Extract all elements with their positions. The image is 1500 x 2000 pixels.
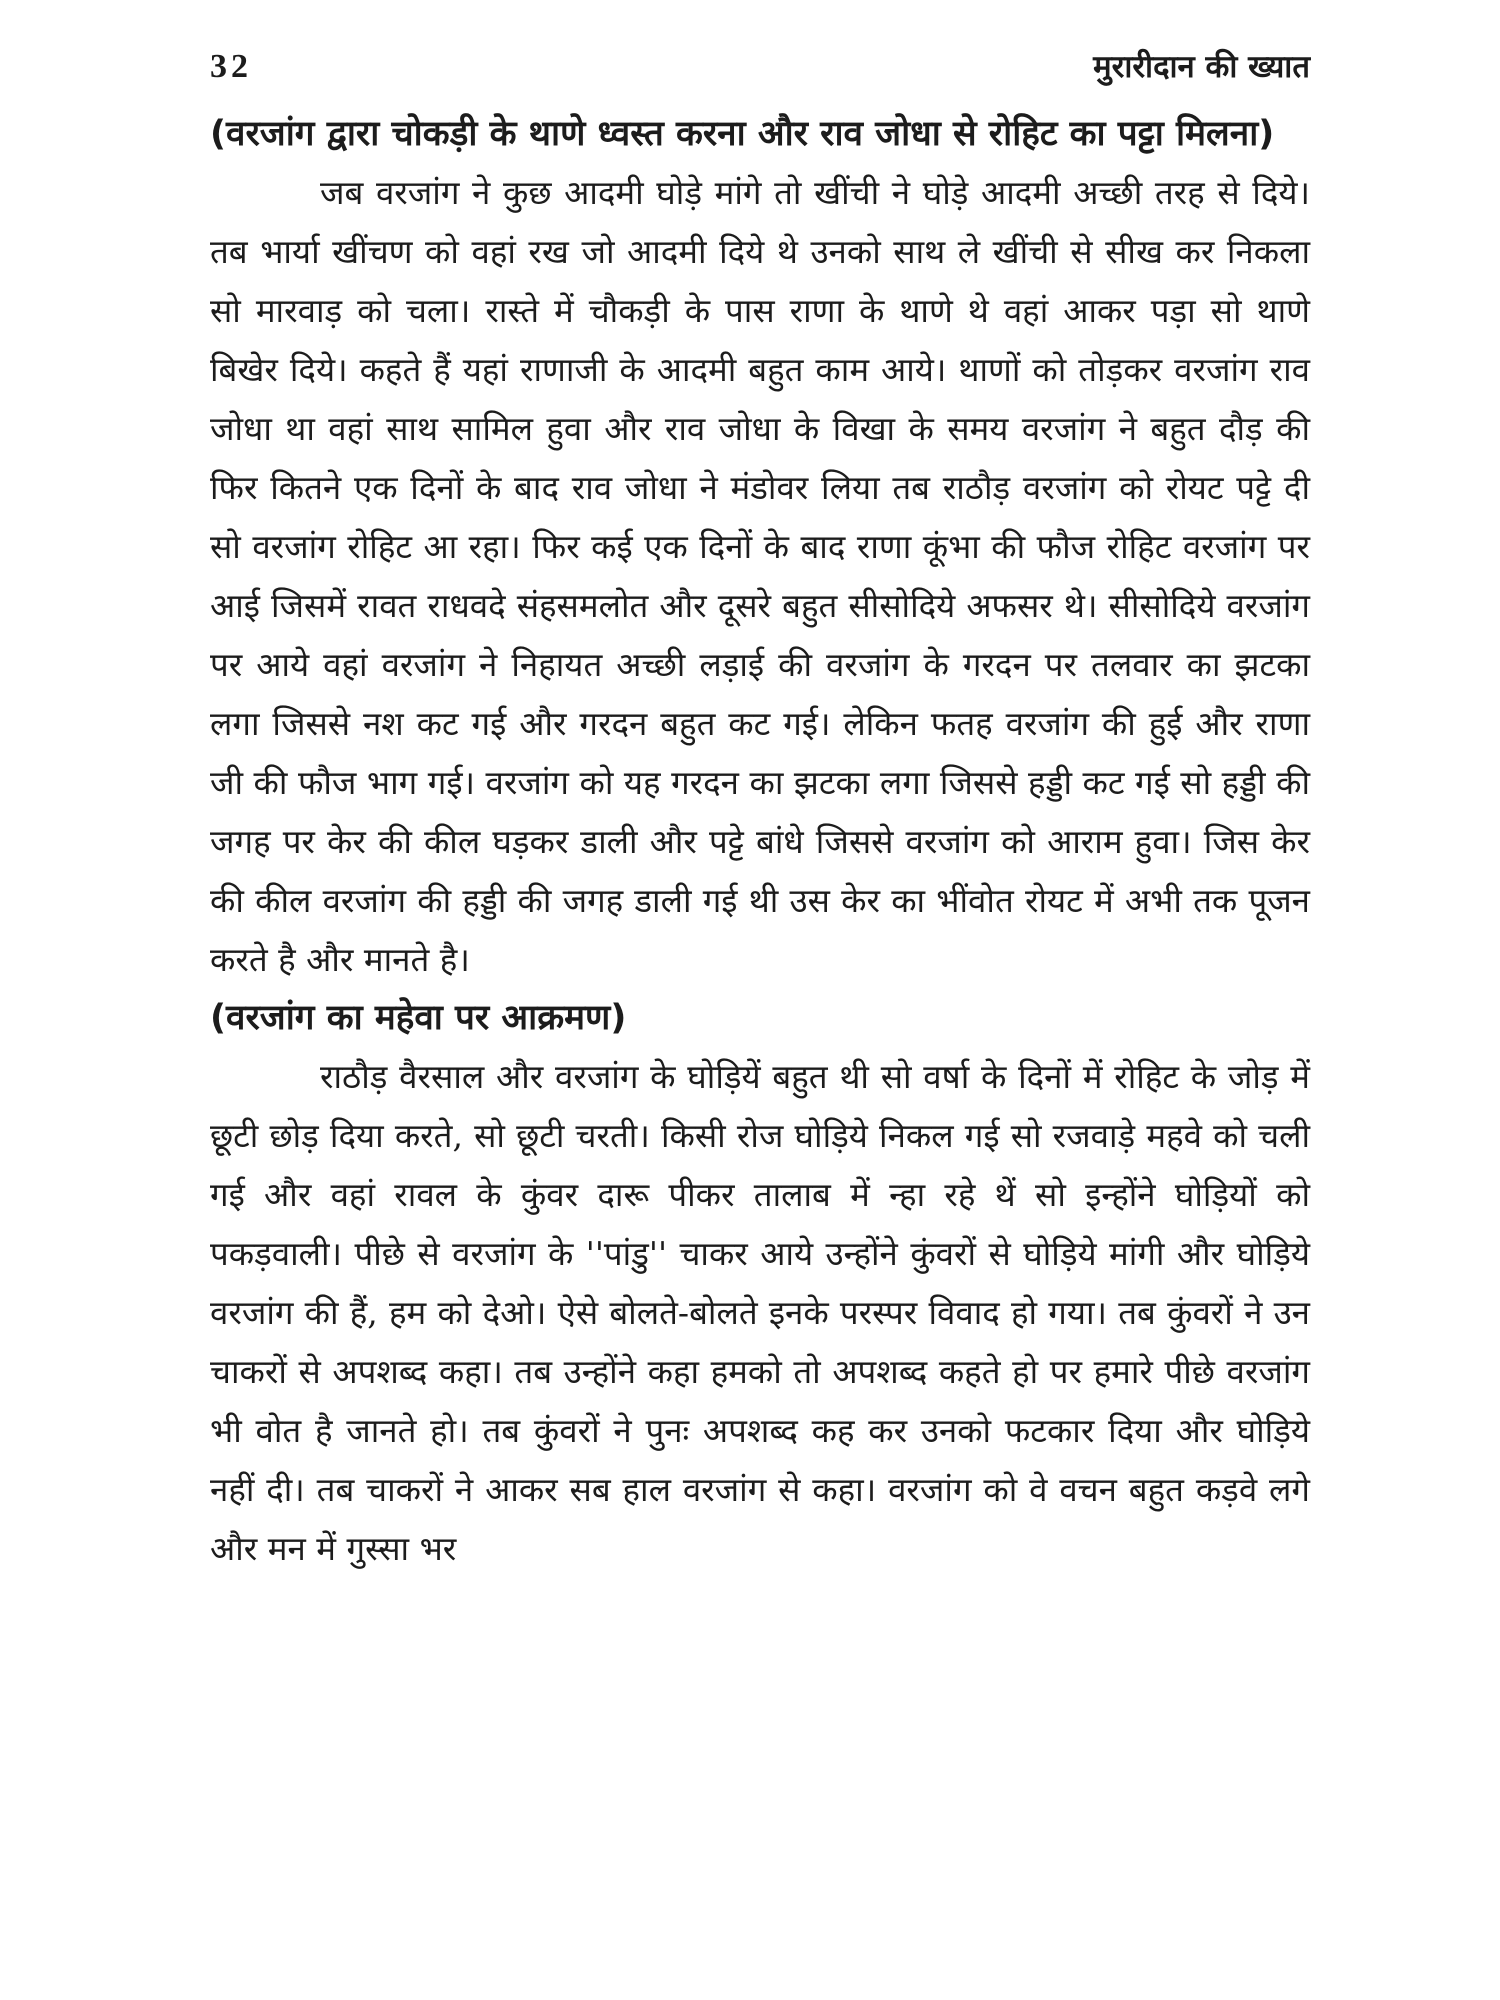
- section-heading-maheva-aakraman: (वरजांग का महेवा पर आक्रमण): [210, 998, 627, 1038]
- running-header: [210, 45, 1310, 105]
- page-number: 32: [210, 48, 252, 85]
- section-paragraph-maheva-aakraman: राठौड़ वैरसाल और वरजांग के घोड़ियें बहुत थी सो वर्षा के दिनों में रोहिट के जोड़ में छूटी छोड़ दिया करते, सो छूटी चरती। किसी रोज घोड़िये निकल गई सो रजवाड़े महवे को चली गई और वहां रावल के कुंवर दारू पीकर तालाब में न्हा रहे थें सो इन्होंने घोड़ियों को पकड़वाली। पीछे से वरजांग के ''पांडु'' चाकर आये उन्होंने कुंवरों से घोड़िये मांगी और घोड़िये वरजांग की हैं, हम को देओ। ऐसे बोलते-बोलते इनके परस्पर विवाद हो गया। तब कुंवरों ने उन चाकरों से अपशब्द कहा। तब उन्होंने कहा हमको तो अपशब्द कहते हो पर हमारे पीछे वरजांग भी वोत है जानते हो। तब कुंवरों ने पुनः अपशब्द कह कर उनको फटकार दिया और घोड़िये नहीं दी। तब चाकरों ने आकर सब हाल वरजांग से कहा। वरजांग को वे वचन बहुत कड़वे लगे और मन में गुस्सा भर: [210, 1057, 1310, 1568]
- section-paragraph-thane-dhvast: जब वरजांग ने कुछ आदमी घोड़े मांगे तो खींची ने घोड़े आदमी अच्छी तरह से दिये। तब भार्या खींचण को वहां रख जो आदमी दिये थे उनको साथ ले खींची से सीख कर निकला सो मारवाड़ को चला। रास्ते में चौकड़ी के पास राणा के थाणे थे वहां आकर पड़ा सो थाणे बिखेर दिये। कहते हैं यहां राणाजी के आदमी बहुत काम आये। थाणों को तोड़कर वरजांग राव जोधा था वहां साथ सामिल हुवा और राव जोधा के विखा के समय वरजांग ने बहुत दौड़ की फिर कितने एक दिनों के बाद राव जोधा ने मंडोवर लिया तब राठौड़ वरजांग को रोयट पट्टे दी सो वरजांग रोहिट आ रहा। फिर कई एक दिनों के बाद राणा कूंभा की फौज रोहिट वरजांग पर आई जिसमें रावत राधवदे संहसमलोत और दूसरे बहुत सीसोदिये अफसर थे। सीसोदिये वरजांग पर आये वहां वरजांग ने निहायत अच्छी लड़ाई की वरजांग के गरदन पर तलवार का झटका लगा जिससे नश कट गई और गरदन बहुत कट गई। लेकिन फतह वरजांग की हुई और राणा जी की फौज भाग गई। वरजांग को यह गरदन का झटका लगा जिससे हड्डी कट गई सो हड्डी की जगह पर केर की कील घड़कर डाली और पट्टे बांधे जिससे वरजांग को आराम हुवा। जिस केर की कील वरजांग की हड्डी की जगह डाली गई थी उस केर का भींवोत रोयट में अभी तक पूजन करते है और मानते है।: [210, 173, 1310, 979]
- book-page: [210, 45, 1310, 1975]
- section-heading-thane-dhvast: (वरजांग द्वारा चोकड़ी के थाणे ध्वस्त करना और राव जोधा से रोहिट का पट्टा मिलना): [210, 114, 1275, 154]
- book-title: मुरारीदान की ख्यात: [1093, 49, 1310, 85]
